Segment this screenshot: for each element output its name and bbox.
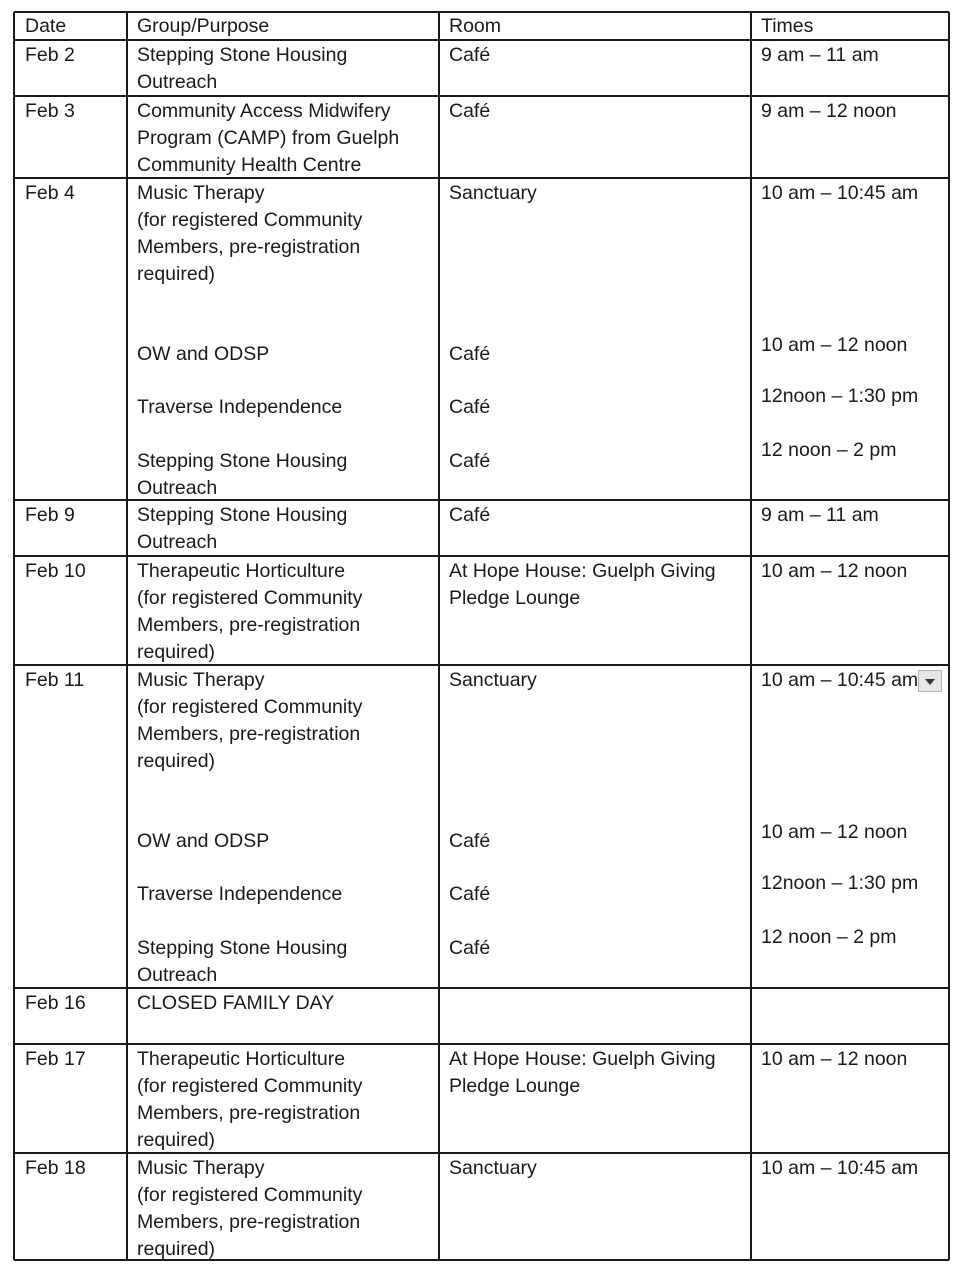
times-header: Times [761, 15, 814, 37]
room-sub-entry: Café [449, 937, 491, 959]
group-sub-entry: Outreach [137, 964, 218, 986]
room-cell: Pledge Lounge [449, 1075, 581, 1097]
group-cell: (for registered Community [137, 1184, 363, 1206]
date-cell: Feb 10 [25, 560, 86, 582]
group-cell: Stepping Stone Housing [137, 504, 348, 526]
time-cell: 10 am – 12 noon [761, 560, 908, 582]
room-cell: Café [449, 44, 491, 66]
group-cell: Members, pre-registration [137, 614, 361, 636]
date-cell: Feb 18 [25, 1157, 86, 1179]
group-cell: Outreach [137, 531, 218, 553]
date-cell: Feb 4 [25, 182, 75, 204]
date-cell: Feb 2 [25, 44, 75, 66]
room-cell: Café [449, 504, 491, 526]
group-cell: (for registered Community [137, 696, 363, 718]
time-sub-entry: 12 noon – 2 pm [761, 439, 897, 461]
group-cell: Music Therapy [137, 669, 265, 691]
group-sub-entry: OW and ODSP [137, 830, 270, 852]
group-cell: Music Therapy [137, 1157, 265, 1179]
group-cell: required) [137, 263, 216, 285]
room-header: Room [449, 15, 502, 37]
room-cell: Café [449, 100, 491, 122]
group-cell: required) [137, 641, 216, 663]
group-cell: (for registered Community [137, 209, 363, 231]
group-cell: Therapeutic Horticulture [137, 1048, 346, 1070]
time-cell: 9 am – 12 noon [761, 100, 897, 122]
group-cell: Members, pre-registration [137, 723, 361, 745]
date-cell: Feb 11 [25, 669, 85, 691]
room-cell: Sanctuary [449, 182, 537, 204]
room-sub-entry: Café [449, 883, 491, 905]
date-cell: Feb 16 [25, 992, 86, 1014]
room-sub-entry: Café [449, 830, 491, 852]
group-cell: Stepping Stone Housing [137, 44, 348, 66]
group-cell: (for registered Community [137, 587, 363, 609]
time-sub-entry: 10 am – 12 noon [761, 334, 908, 356]
group-cell: Members, pre-registration [137, 236, 361, 258]
room-sub-entry: Café [449, 450, 491, 472]
date-cell: Feb 9 [25, 504, 75, 526]
time-cell: 10 am – 10:45 am [761, 669, 919, 691]
group-cell: Outreach [137, 71, 218, 93]
time-cell: 9 am – 11 am [761, 44, 879, 66]
room-sub-entry: Café [449, 343, 491, 365]
time-sub-entry: 12noon – 1:30 pm [761, 385, 919, 407]
room-cell: At Hope House: Guelph Giving [449, 560, 716, 582]
group-cell: Members, pre-registration [137, 1102, 361, 1124]
cell-dropdown-icon[interactable] [918, 670, 942, 692]
group-sub-entry: Stepping Stone Housing [137, 937, 348, 959]
group-cell: required) [137, 1238, 216, 1260]
date-header: Date [25, 15, 67, 37]
group-cell: required) [137, 750, 216, 772]
time-cell: 9 am – 11 am [761, 504, 879, 526]
group-cell: (for registered Community [137, 1075, 363, 1097]
room-cell: At Hope House: Guelph Giving [449, 1048, 716, 1070]
time-cell: 10 am – 10:45 am [761, 182, 919, 204]
room-cell: Sanctuary [449, 1157, 537, 1179]
group-cell: CLOSED FAMILY DAY [137, 992, 335, 1014]
room-cell: Sanctuary [449, 669, 537, 691]
group-cell: Members, pre-registration [137, 1211, 361, 1233]
group-cell: Community Access Midwifery [137, 100, 391, 122]
date-cell: Feb 17 [25, 1048, 86, 1070]
group-sub-entry: Traverse Independence [137, 883, 343, 905]
group-header: Group/Purpose [137, 15, 270, 37]
group-sub-entry: Stepping Stone Housing [137, 450, 348, 472]
group-sub-entry: OW and ODSP [137, 343, 270, 365]
time-cell: 10 am – 10:45 am [761, 1157, 919, 1179]
date-cell: Feb 3 [25, 100, 75, 122]
group-cell: Music Therapy [137, 182, 265, 204]
group-cell: Program (CAMP) from Guelph [137, 127, 400, 149]
group-sub-entry: Traverse Independence [137, 396, 343, 418]
group-cell: Community Health Centre [137, 154, 362, 176]
group-cell: required) [137, 1129, 216, 1151]
time-cell: 10 am – 12 noon [761, 1048, 908, 1070]
group-cell: Therapeutic Horticulture [137, 560, 346, 582]
time-sub-entry: 12noon – 1:30 pm [761, 872, 919, 894]
room-cell: Pledge Lounge [449, 587, 581, 609]
time-sub-entry: 10 am – 12 noon [761, 821, 908, 843]
room-sub-entry: Café [449, 396, 491, 418]
time-sub-entry: 12 noon – 2 pm [761, 926, 897, 948]
group-sub-entry: Outreach [137, 477, 218, 499]
